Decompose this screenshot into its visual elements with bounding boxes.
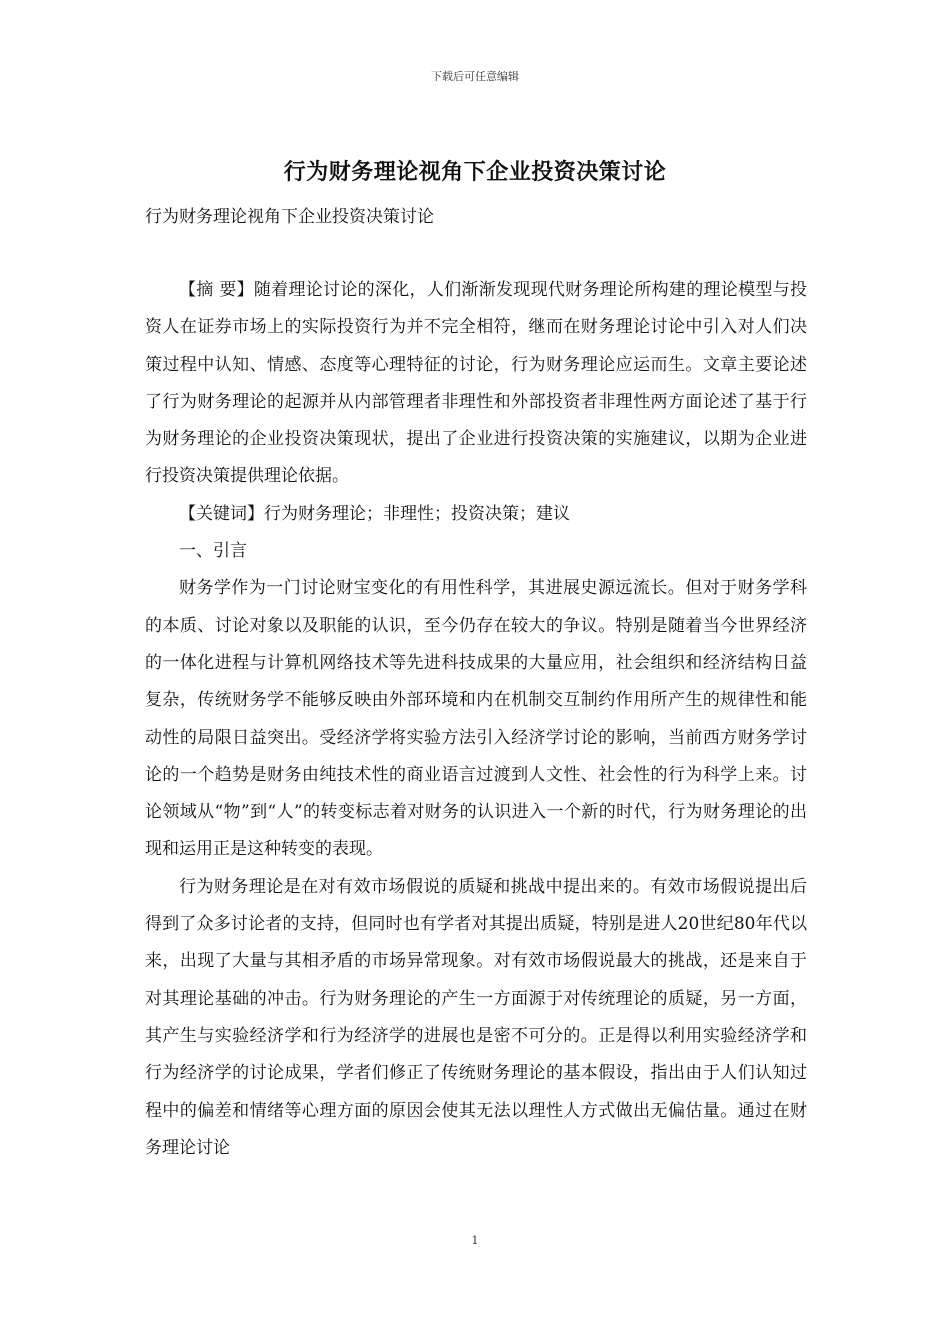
page-header-note: 下载后可任意编辑 bbox=[431, 70, 519, 83]
page-number: 1 bbox=[471, 1234, 479, 1247]
keywords-paragraph: 【关键词】行为财务理论；非理性；投资决策；建议 bbox=[179, 503, 570, 524]
section-heading: 一、引言 bbox=[179, 541, 247, 562]
body-paragraph: 行为财务理论是在对有效市场假说的质疑和挑战中提出来的。有效市场假说提出后得到了众多讨论者的支持，但同时也有学者对其提出质疑，特别是进人20世纪80年代以来，出现了大量与其相矛盾的市场异常现象。对有效市场假说最大的挑战，还是来自于对其理论基础的冲击。行为财务理论的产生一方面源于对传统理论的质疑，另一方面，其产生与实验经济学和行为经济学的进展也是密不可分的。正是得以利用实验经济学和行为经济学的讨论成果，学者们修正了传统财务理论的基本假设，指出由于人们认知过程中的偏差和情绪等心理方面的原因会使其无法以理性人方式做出无偏估量。通过在财务理论讨论 bbox=[145, 876, 807, 1158]
document-subtitle: 行为财务理论视角下企业投资决策讨论 bbox=[145, 207, 434, 227]
abstract-paragraph: 【摘 要】随着理论讨论的深化，人们渐渐发现现代财务理论所构建的理论模型与投资人在证券市场上的实际投资行为并不完全相符，继而在财务理论讨论中引入对人们决策过程中认知、情感、态度等心理特征的讨论，行为财务理论应运而生。文章主要论述了行为财务理论的起源并从内部管理者非理性和外部投资者非理性两方面论述了基于行为财务理论的企业投资决策现状，提出了企业进行投资决策的实施建议，以期为企业进行投资决策提供理论依据。 bbox=[145, 280, 807, 487]
document-title: 行为财务理论视角下企业投资决策讨论 bbox=[283, 159, 667, 185]
body-paragraph: 财务学作为一门讨论财宝变化的有用性科学，其进展史源远流长。但对于财务学科的本质、讨论对象以及职能的认识，至今仍存在较大的争议。特别是随着当今世界经济的一体化进程与计算机网络技术等先进科技成果的大量应用，社会组织和经济结构日益复杂，传统财务学不能够反映由外部环境和内在机制交互制约作用所产生的规律性和能动性的局限日益突出。受经济学将实验方法引入经济学讨论的影响，当前西方财务学讨论的一个趋势是财务由纯技术性的商业语言过渡到人文性、社会性的行为科学上来。讨论领域从“物”到“人”的转变标志着对财务的认识进入一个新的时代，行为财务理论的出现和运用正是这种转变的表现。 bbox=[145, 578, 807, 860]
document-body bbox=[145, 272, 807, 1167]
